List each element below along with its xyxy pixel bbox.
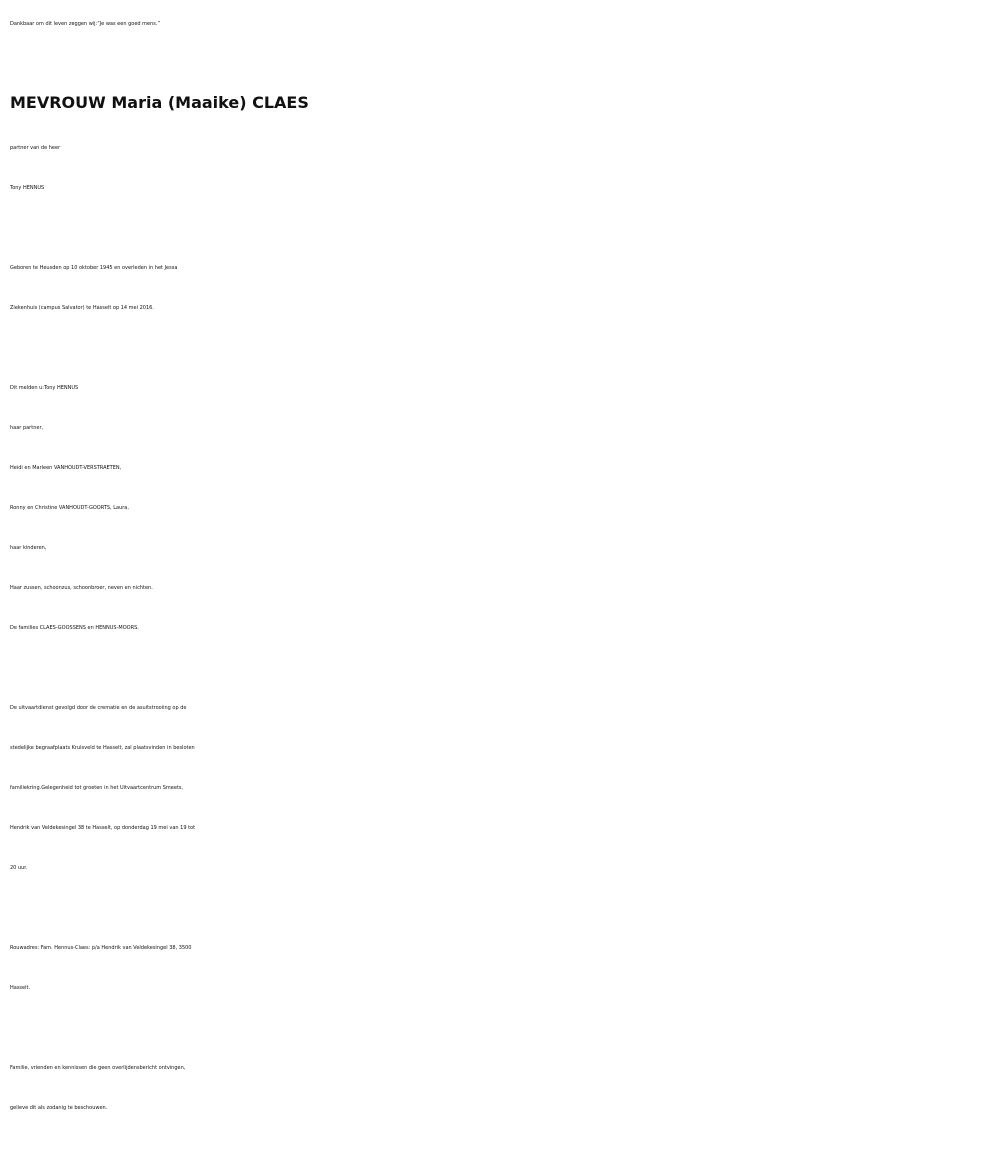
announcers-paragraph xyxy=(10,368,995,648)
paragraph-line: Hendrik van Veldekesingel 38 te Hasselt, op donderdag 19 mei van 19 tot xyxy=(10,825,196,831)
birth-death-paragraph xyxy=(10,248,995,328)
paragraph-line: De uitvaartdienst gevolgd door de crematie en de asuitstrooiing op de xyxy=(10,705,187,711)
paragraph-line: Ronny en Christine VANHOUDT-GOORTS, Laura, xyxy=(10,505,129,511)
closing-paragraph xyxy=(10,1048,995,1128)
paragraph-line: Hasselt. xyxy=(10,985,31,991)
paragraph-line: Dit melden u:Tony HENNUS xyxy=(10,385,79,391)
paragraph-line: stedelijke begraafplaats Kruisveld te Hasselt, zal plaatsvinden in besloten xyxy=(10,745,195,751)
paragraph-line: Heidi en Marleen VANHOUDT-VERSTRAETEN, xyxy=(10,465,122,471)
paragraph-line: Geboren te Heusden op 10 oktober 1945 en overleden in het Jessa xyxy=(10,265,178,271)
paragraph-line: Ziekenhuis (campus Salvator) te Hasselt op 14 mei 2016. xyxy=(10,305,154,311)
paragraph-line: haar kinderen, xyxy=(10,545,47,551)
paragraph-line: De families CLAES-GOOSSENS en HENNUS-MOORS. xyxy=(10,625,139,631)
opening-quote: Dankbaar om dit leven zeggen wij:“Je was een goed mens.” xyxy=(10,21,161,27)
relation-block xyxy=(10,128,995,208)
relation-line: Tony HENNUS xyxy=(10,185,45,191)
funeral-paragraph xyxy=(10,688,995,888)
paragraph-line: haar partner, xyxy=(10,425,44,431)
paragraph-line: gelieve dit als zodanig te beschouwen. xyxy=(10,1105,108,1111)
paragraph-line: Familie, vrienden en kennissen die geen overlijdensbericht ontvingen, xyxy=(10,1065,186,1071)
obituary-notice xyxy=(10,0,995,1128)
paragraph-line: 20 uur. xyxy=(10,865,28,871)
paragraph-line: Rouwadres: Fam. Hennus-Claes: p/a Hendrik van Veldekesingel 38, 3500 xyxy=(10,945,192,951)
paragraph-line: familiekring.Gelegenheid tot groeten in het Uitvaartcentrum Smeets, xyxy=(10,785,184,791)
deceased-name: MEVROUW Maria (Maaike) CLAES xyxy=(10,93,309,112)
relation-line: partner van de heer xyxy=(10,145,61,151)
paragraph-line: Haar zussen, schoonzus, schoonbroer, neven en nichten. xyxy=(10,585,153,591)
mourning-address-paragraph xyxy=(10,928,995,1008)
